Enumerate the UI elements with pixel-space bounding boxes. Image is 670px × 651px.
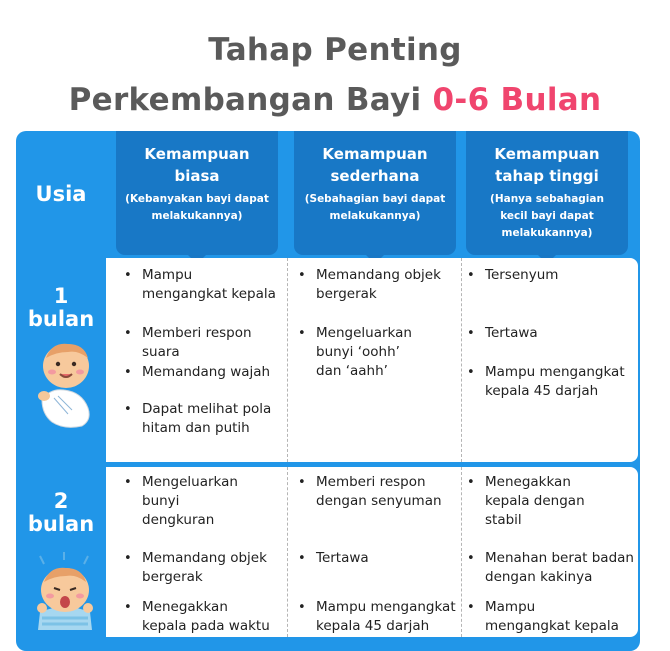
list-item: • Tertawa: [294, 549, 369, 568]
age-label-2: 2 bulan: [27, 489, 95, 536]
subtitle-accent: 0-6 Bulan: [432, 82, 602, 118]
header-tinggi-sub: (Hanya sebahagian kecil bayi dapat melakukannya): [490, 193, 604, 239]
list-item: • Memandang objek bergerak: [120, 549, 267, 587]
list-item: • Mampu mengangkat kepala 45 darjah: [463, 363, 625, 401]
header-sederhana-title-1: Kemampuan: [322, 145, 428, 163]
list-item: • Tersenyum: [463, 266, 558, 285]
column-divider: [461, 258, 462, 462]
page-subtitle: [0, 82, 670, 118]
list-item: • Memandang objek bergerak: [294, 266, 441, 304]
header-sederhana: [294, 131, 456, 255]
list-item: • Tertawa: [463, 324, 538, 343]
header-sederhana-title-2: sederhana: [330, 167, 420, 185]
page-title: Tahap Penting: [208, 32, 462, 68]
header-tinggi: [466, 131, 628, 255]
list-item: • Mengeluarkan bunyi dengkuran: [120, 473, 238, 530]
list-item: • Mampu mengangkat kepala 45 darjah: [294, 598, 456, 636]
header-biasa: [116, 131, 278, 255]
column-divider: [461, 467, 462, 637]
list-item: • Memberi respon suara: [120, 324, 252, 362]
list-item: • Menegakkan kepala pada waktu: [120, 598, 270, 636]
baby-smiling-icon: [34, 338, 100, 430]
list-item: • Mampu mengangkat kepala: [120, 266, 276, 304]
list-item: • Memberi respon dengan senyuman: [294, 473, 442, 511]
list-item: • Menahan berat badan dengan kakinya: [463, 549, 634, 587]
baby-crying-icon: [30, 552, 100, 630]
header-usia: Usia: [35, 182, 87, 206]
list-item: • Memandang wajah: [120, 363, 270, 382]
header-biasa-title-1: Kemampuan: [144, 145, 250, 163]
list-item: • Menegakkan kepala dengan stabil: [463, 473, 585, 530]
age-label-1: 1 bulan: [27, 284, 95, 331]
subtitle-prefix: Perkembangan Bayi: [68, 82, 422, 118]
header-biasa-title-2: biasa: [174, 167, 220, 185]
column-divider: [287, 258, 288, 462]
list-item: • Mengeluarkan bunyi ‘oohh’ dan ‘aahh’: [294, 324, 412, 381]
header-biasa-sub: (Kebanyakan bayi dapat melakukannya): [125, 193, 269, 222]
header-tinggi-title-2: tahap tinggi: [495, 167, 599, 185]
header-sederhana-sub: (Sebahagian bayi dapat melakukannya): [304, 193, 446, 222]
list-item: • Dapat melihat pola hitam dan putih: [120, 400, 271, 438]
column-divider: [287, 467, 288, 637]
header-tinggi-title-1: Kemampuan: [494, 145, 600, 163]
list-item: • Mampu mengangkat kepala: [463, 598, 619, 636]
